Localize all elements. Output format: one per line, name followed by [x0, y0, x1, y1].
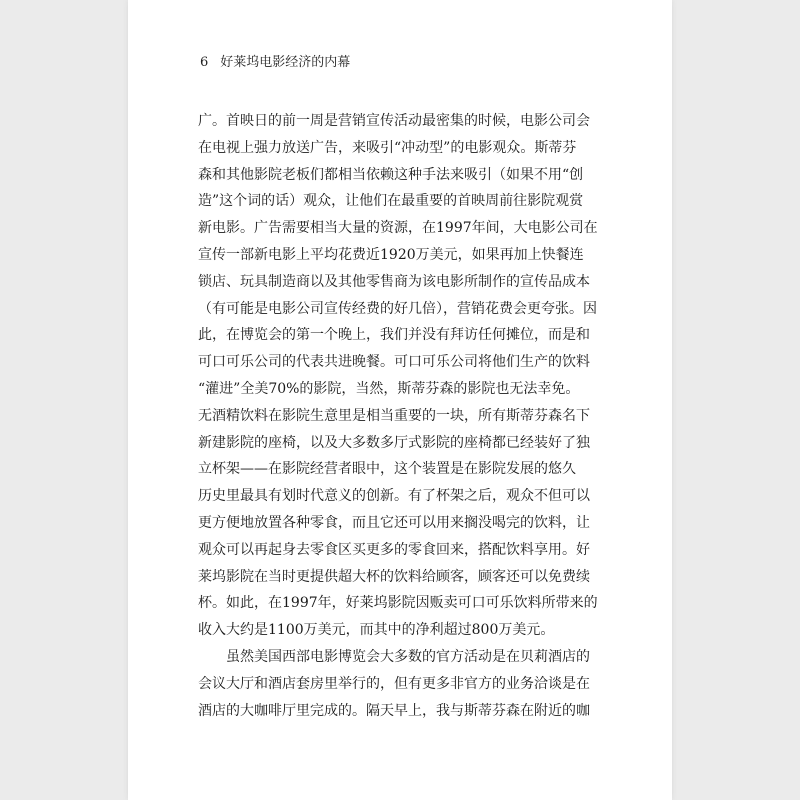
text-line: 观众可以再起身去零食区买更多的零食回来，搭配饮料享用。好: [198, 541, 590, 558]
text-line: 在电视上强力放送广告，来吸引“冲动型”的电影观众。斯蒂芬: [198, 139, 577, 156]
text-line: 立杯架——在影院经营者眼中，这个装置是在影院发展的悠久: [198, 461, 576, 478]
text-line: 杯。如此，在1997年，好莱坞影院因贩卖可口可乐饮料所带来的: [198, 595, 598, 612]
page-number: 6: [200, 55, 209, 70]
running-header: [200, 51, 350, 70]
body-text: [198, 108, 598, 724]
text-line: 造”这个词的话）观众，让他们在最重要的首映周前往影院观赏: [198, 193, 584, 210]
text-line: 宣传一部新电影上平均花费近1920万美元，如果再加上快餐连: [198, 246, 584, 263]
text-line: 更方便地放置各种零食，而且它还可以用来搁没喝完的饮料，让: [198, 514, 590, 531]
text-line: 会议大厅和酒店套房里举行的，但有更多非官方的业务洽谈是在: [198, 675, 590, 692]
running-title: 好莱坞电影经济的内幕: [220, 55, 351, 70]
text-line: 虽然美国西部电影博览会大多数的官方活动是在贝莉酒店的: [198, 648, 590, 665]
book-page: [128, 0, 672, 800]
text-line: “灌进”全美70%的影院，当然，斯蒂芬森的影院也无法幸免。: [198, 380, 580, 397]
text-line: 锁店、玩具制造商以及其他零售商为该电影所制作的宣传品成本: [198, 273, 590, 290]
text-line: （有可能是电影公司宣传经费的好几倍），营销花费会更夸张。因: [198, 300, 597, 317]
text-line: 历史里最具有划时代意义的创新。有了杯架之后，观众不但可以: [198, 488, 590, 505]
text-line: 此，在博览会的第一个晚上，我们并没有拜访任何摊位，而是和: [198, 327, 590, 344]
text-line: 酒店的大咖啡厅里完成的。隔天早上，我与斯蒂芬森在附近的咖: [198, 702, 590, 719]
text-line: 森和其他影院老板们都相当依赖这种手法来吸引（如果不用“创: [198, 166, 584, 183]
text-line: 广。首映日的前一周是营销宣传活动最密集的时候，电影公司会: [198, 113, 590, 129]
text-line: 可口可乐公司的代表共进晚餐。可口可乐公司将他们生产的饮料: [198, 354, 590, 371]
text-line: 莱坞影院在当时更提供超大杯的饮料给顾客，顾客还可以免费续: [198, 568, 590, 585]
text-line: 新电影。广告需要相当大量的资源，在1997年间，大电影公司在: [198, 220, 598, 237]
text-line: 无酒精饮料在影院生意里是相当重要的一块，所有斯蒂芬森名下: [198, 407, 590, 424]
text-line: 收入大约是1100万美元，而其中的净利超过800万美元。: [198, 622, 555, 639]
text-line: 新建影院的座椅，以及大多数多厅式影院的座椅都已经装好了独: [198, 434, 590, 451]
